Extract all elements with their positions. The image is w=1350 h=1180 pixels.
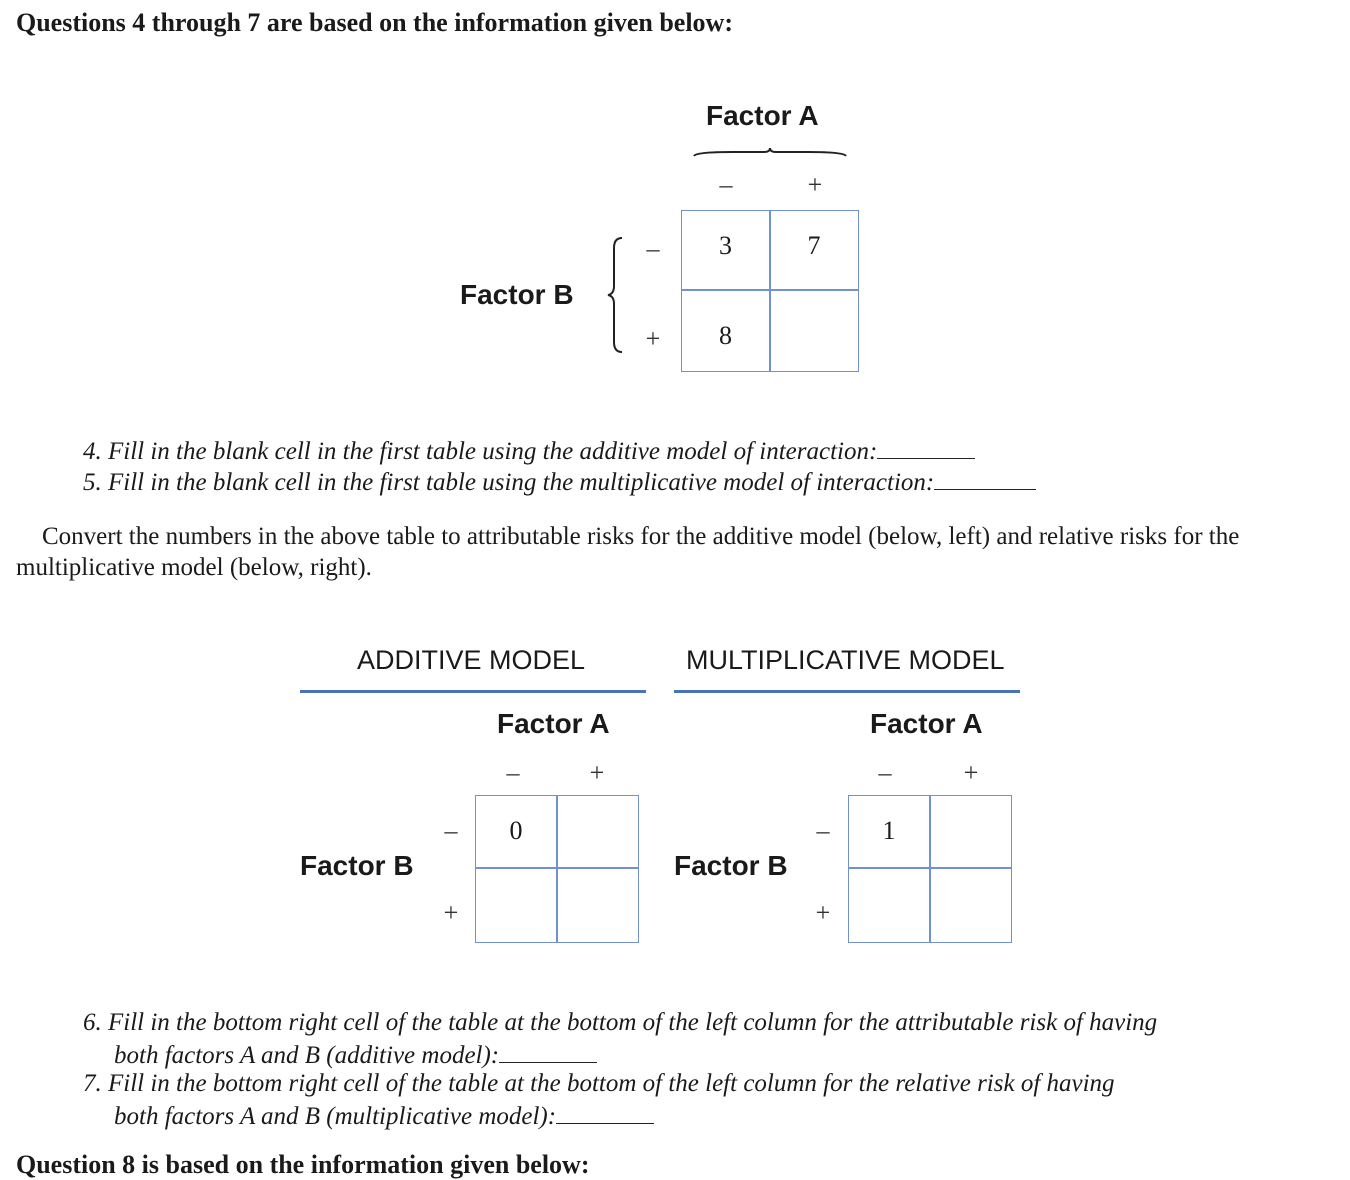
question-7-line-1: 7. Fill in the bottom right cell of the table at the bottom of the left column for the relative risk of having (83, 1070, 1115, 1097)
additive-model-rule (300, 690, 646, 693)
multiplicative-table-grid (848, 795, 1012, 943)
top-cell-minus-minus: 3 (719, 231, 732, 260)
factor-b-brace (604, 236, 628, 354)
multiplicative-row-minus: – (816, 816, 830, 845)
additive-model-title: ADDITIVE MODEL (357, 645, 586, 675)
multiplicative-factor-a-label: Factor A (870, 708, 983, 739)
top-table-grid (681, 210, 859, 372)
additive-col-plus: + (589, 758, 605, 787)
top-cell-plus-minus: 8 (719, 321, 732, 350)
factor-b-label: Factor B (460, 279, 574, 310)
factor-a-label: Factor A (706, 100, 819, 131)
question-6-line-1: 6. Fill in the bottom right cell of the table at the bottom of the left column for the attributable risk of having (83, 1009, 1158, 1036)
answer-blank-4 (877, 436, 975, 459)
top-col-plus: + (807, 170, 823, 199)
top-row-plus: + (645, 324, 661, 353)
multiplicative-model-rule (674, 690, 1020, 693)
top-cell-minus-plus: 7 (807, 231, 821, 260)
section-heading: Questions 4 through 7 are based on the information given below: (16, 8, 733, 37)
multiplicative-col-plus: + (963, 758, 979, 787)
additive-table-grid (475, 795, 639, 943)
question-6-line-2: both factors A and B (additive model): (114, 1040, 597, 1070)
multiplicative-col-minus: – (878, 758, 892, 787)
answer-blank-5 (934, 467, 1036, 490)
additive-row-minus: – (444, 816, 458, 845)
answer-blank-7 (556, 1101, 654, 1124)
top-col-minus: – (719, 170, 733, 199)
additive-row-plus: + (443, 898, 459, 927)
top-row-minus: – (646, 234, 660, 263)
factor-a-brace (692, 146, 848, 160)
multiplicative-row-plus: + (815, 898, 831, 927)
additive-factor-a-label: Factor A (497, 708, 610, 739)
question-5: 5. Fill in the blank cell in the first table using the multiplicative model of interaction: (83, 467, 1036, 497)
instruction-paragraph: Convert the numbers in the above table to attributable risks for the additive model (below, left) and relative risks for the multiplicative model (below, right). (16, 523, 1240, 581)
multiplicative-cell-minus-minus: 1 (882, 816, 896, 845)
additive-factor-b-label: Factor B (300, 850, 414, 881)
next-section-heading: Question 8 is based on the information given below: (16, 1150, 590, 1179)
question-7-line-2: both factors A and B (multiplicative model): (114, 1101, 654, 1131)
additive-col-minus: – (506, 758, 520, 787)
multiplicative-factor-b-label: Factor B (674, 850, 788, 881)
question-4: 4. Fill in the blank cell in the first table using the additive model of interaction: (83, 436, 975, 466)
multiplicative-model-title: MULTIPLICATIVE MODEL (686, 645, 1005, 675)
answer-blank-6 (499, 1040, 597, 1063)
additive-cell-minus-minus: 0 (509, 816, 523, 845)
